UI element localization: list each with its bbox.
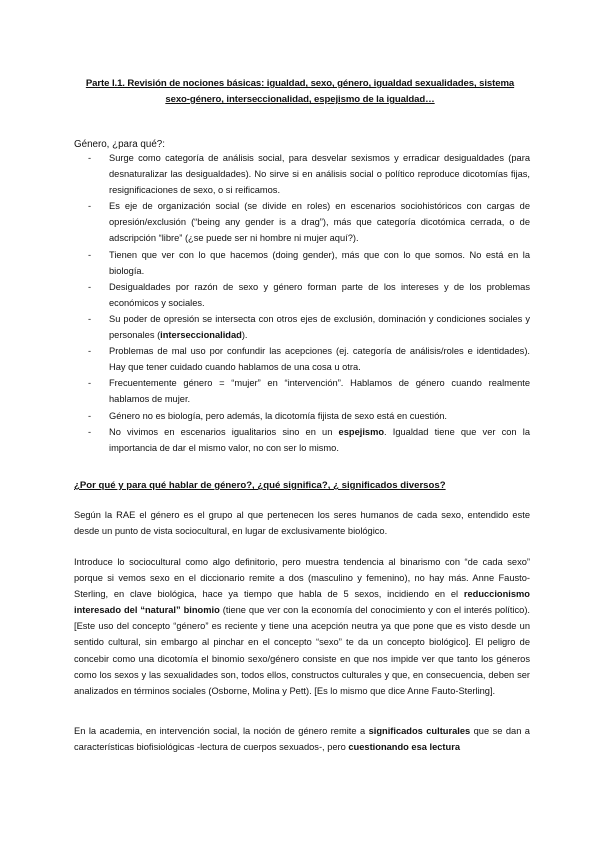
title-line-2: sexo-género, interseccionalidad, espejismo de la igualdad… <box>165 94 435 105</box>
list-item <box>74 424 530 456</box>
paragraph-text: (tiene que ver con la economía del conocimiento y con el interés político). [Este uso del concepto “género” es reciente y tiene una acepción neutra ya que pone que es visto desde un sentido cultural, sin embargo al pinchar en el concepto “sexo” te da un concepto biológico]. El peligro de concebir como una dicotomía el binomio sexo/género consiste en que nos impide ver que tanto los géneros como los sexos y las sexualidades son, todos ellos, constructos culturales y que, en consecuencia, deben ser analizados en términos sociales (Osborne, Molina y Pett). [Es lo mismo que dice Anne Fauto-Sterling]. <box>74 605 531 696</box>
list-item-text: Desigualdades por razón de sexo y género forman parte de los intereses y de los problemas económicos y sociales. <box>109 281 530 308</box>
paragraph <box>74 554 530 699</box>
page-title <box>70 76 530 108</box>
list-item <box>74 247 530 279</box>
list-item <box>74 375 530 407</box>
paragraph-text: En la academia, en intervención social, la noción de género remite a <box>74 726 369 736</box>
list-item <box>74 343 530 375</box>
section-question: Género, ¿para qué?: <box>74 139 165 150</box>
list-item-text: . Igualdad tiene que ver con la importancia de dar el mismo valor, no con ser lo mismo. <box>109 426 530 453</box>
list-item-text: ). <box>241 330 248 341</box>
paragraph <box>74 723 530 755</box>
bold-term: reduccionismo interesado del “natural” binomio <box>74 589 530 616</box>
section-heading: ¿Por qué y para qué hablar de género?, ¿qué significa?, ¿ significados diversos? <box>74 480 446 491</box>
list-item <box>74 198 530 246</box>
bold-term: espejismo <box>338 426 385 437</box>
list-item-text: Es eje de organización social (se divide en roles) en escenarios sociohistóricos con cargas de opresión/exclusión (“being any gender is a drag”), más que categoría dicotómica cerrada, o de adscripción “libre” (¿se puede ser ni hombre ni mujer aquí?). <box>109 201 530 244</box>
list-item <box>74 150 530 198</box>
list-item-text: Su poder de opresión se intersecta con otros ejes de exclusión, dominación y condiciones sociales y personales ( <box>109 313 530 341</box>
list-item <box>74 408 530 424</box>
paragraph-text: Introduce lo sociocultural como algo definitorio, pero muestra tendencia al binarismo con “de cada sexo” porque si vemos sexo en el diccionario remite a dos (masculino y femenino), no hay más. Anne Fausto-Sterling, en clave biológica, hace ya tiempo que habla de 5 sexos, incidiendo en el <box>74 557 530 600</box>
bold-term: cuestionando esa lectura <box>348 742 460 753</box>
list-item-text: Tienen que ver con lo que hacemos (doing gender), más que con lo que somos. No está en la biología. <box>109 249 530 276</box>
bold-term: interseccionalidad <box>160 330 242 341</box>
paragraph-text: que se dan a características biofisiológicas -lectura de cuerpos sexuados-, pero <box>74 726 530 753</box>
title-line-1: Parte I.1. Revisión de nociones básicas: igualdad, sexo, género, igualdad sexualidades, sistema <box>85 78 515 89</box>
list-item <box>74 279 530 311</box>
list-item-text: Surge como categoría de análisis social, para desvelar sexismos y erradicar desigualdades (para desnaturalizar las desigualdades). No sirve si en análisis social o político reproduce dicotomías fijas, resignificaciones de sexo, o si reificamos. <box>109 153 530 196</box>
bullet-list <box>74 150 530 456</box>
list-item-text: Frecuentemente género = “mujer” en “intervención”. Hablamos de género cuando realmente hablamos de mujer. <box>109 378 530 405</box>
list-item-text: No vivimos en escenarios igualitarios sino en un <box>109 426 339 437</box>
paragraph: Según la RAE el género es el grupo al que pertenecen los seres humanos de cada sexo, entendido este desde un punto de vista sociocultural, en lugar de exclusivamente biológico. <box>74 510 530 537</box>
list-item <box>74 311 530 343</box>
list-item-text: Género no es biología, pero además, la dicotomía fijista de sexo está en cuestión. <box>109 410 447 421</box>
list-item-text: Problemas de mal uso por confundir las acepciones (ej. categoría de análisis/roles e identidades). Hay que tener cuidado cuando hablamos de una cosa u otra. <box>109 346 530 373</box>
bold-term: significados culturales <box>368 726 471 736</box>
